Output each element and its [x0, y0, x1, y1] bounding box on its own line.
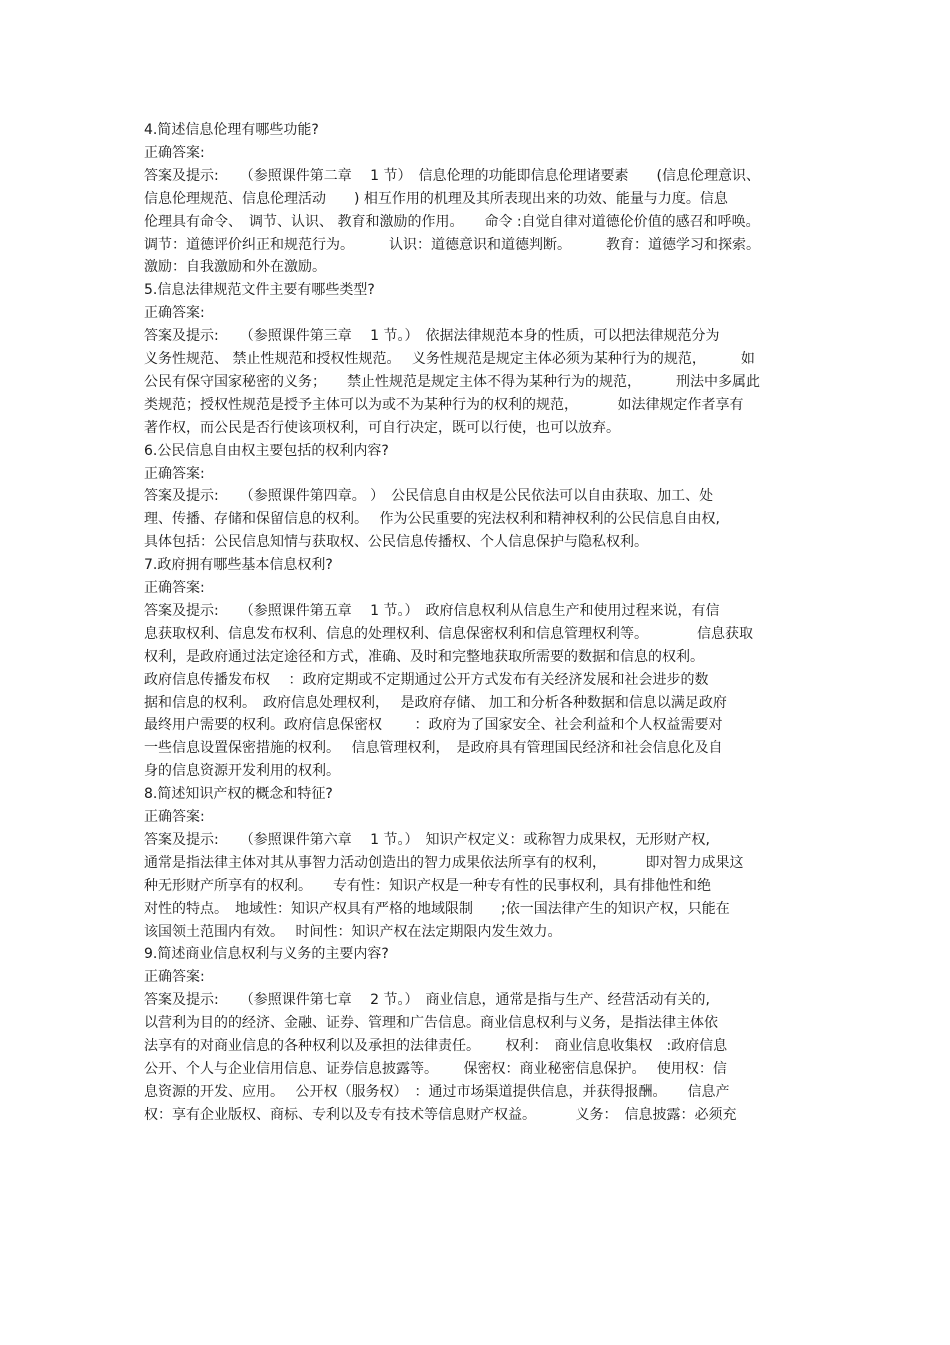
text-line: 调节：道德评价纠正和规范行为。 认识：道德意识和道德判断。 教育：道德学习和探索。 — [144, 237, 760, 253]
text-line: 6.公民信息自由权主要包括的权利内容? — [144, 443, 389, 459]
text-line: 公民有保守国家秘密的义务； 禁止性规范是规定主体不得为某种行为的规范， 刑法中多属此 — [144, 374, 760, 390]
text-line: 公开、个人与企业信用信息、证券信息披露等。 保密权：商业秘密信息保护。 使用权：信 — [144, 1061, 727, 1077]
text-line: 激励：自我激励和外在激励。 — [144, 259, 326, 275]
text-line: 最终用户需要的权利。政府信息保密权 ：政府为了国家安全、社会利益和个人权益需要对 — [144, 717, 723, 733]
text-line: 据和信息的权利。 政府信息处理权利， 是政府存储、 加工和分析各种数据和信息以满足政府 — [144, 695, 727, 711]
text-line: 理、传播、存储和保留信息的权利。 作为公民重要的宪法权利和精神权利的公民信息自由权, — [144, 511, 720, 527]
text-line: 义务性规范、 禁止性规范和授权性规范。 义务性规范是规定主体必须为某种行为的规范， 如 — [144, 351, 755, 367]
text-line: 正确答案: — [144, 145, 205, 161]
text-line: 该国领土范围内有效。 时间性：知识产权在法定期限内发生效力。 — [144, 924, 562, 940]
text-line: 种无形财产所享有的权利。 专有性：知识产权是一种专有性的民事权利，具有排他性和绝 — [144, 878, 711, 894]
text-line: 著作权，而公民是否行使该项权利，可自行决定，既可以行使，也可以放弃。 — [144, 420, 620, 436]
text-line: 7.政府拥有哪些基本信息权利? — [144, 557, 333, 573]
text-line: 权：享有企业版权、商标、专利以及专有技术等信息财产权益。 义务： 信息披露：必须充 — [144, 1107, 737, 1123]
text-line: 答案及提示: （参照课件第五章 1 节。） 政府信息权利从信息生产和使用过程来说，有信 — [144, 603, 720, 619]
text-line: 对性的特点。 地域性：知识产权具有严格的地域限制 ;依一国法律产生的知识产权，只能在 — [144, 901, 730, 917]
text-line: 答案及提示: （参照课件第七章 2 节。） 商业信息，通常是指与生产、经营活动有关的, — [144, 992, 710, 1008]
text-line: 通常是指法律主体对其从事智力活动创造出的智力成果依法所享有的权利， 即对智力成果这 — [144, 855, 744, 871]
text-line: 信息伦理规范、信息伦理活动 ) 相互作用的机理及其所表现出来的功效、能量与力度。信息 — [144, 191, 728, 207]
text-line: 具体包括：公民信息知情与获取权、公民信息传播权、个人信息保护与隐私权利。 — [144, 534, 648, 550]
text-line: 政府信息传播发布权 ：政府定期或不定期通过公开方式发布有关经济发展和社会进步的数 — [144, 672, 709, 688]
text-line: 一些信息设置保密措施的权利。 信息管理权利， 是政府具有管理国民经济和社会信息化及自 — [144, 740, 723, 756]
text-line: 伦理具有命令、 调节、认识、 教育和激励的作用。 命令 :自觉自律对道德伦价值的感召和呼唤。 — [144, 214, 760, 230]
text-line: 正确答案: — [144, 969, 205, 985]
text-line: 权利，是政府通过法定途径和方式，准确、及时和完整地获取所需要的数据和信息的权利。 — [144, 649, 704, 665]
text-line: 正确答案: — [144, 580, 205, 596]
text-line: 4.简述信息伦理有哪些功能? — [144, 122, 319, 138]
text-line: 答案及提示: （参照课件第三章 1 节。） 依据法律规范本身的性质，可以把法律规范分为 — [144, 328, 720, 344]
text-line: 息资源的开发、应用。 公开权（服务权） ：通过市场渠道提供信息，并获得报酬。 信息产 — [144, 1084, 730, 1100]
text-line: 身的信息资源开发利用的权利。 — [144, 763, 340, 779]
text-line: 以营利为目的的经济、金融、证券、管理和广告信息。商业信息权利与义务，是指法律主体依 — [144, 1015, 718, 1031]
text-line: 答案及提示: （参照课件第二章 1 节） 信息伦理的功能即信息伦理诸要素 (信息伦理意识、 — [144, 168, 760, 184]
text-line: 9.简述商业信息权利与义务的主要内容? — [144, 946, 389, 962]
text-line: 答案及提示: （参照课件第四章。 ） 公民信息自由权是公民依法可以自由获取、加工、处 — [144, 488, 714, 504]
text-line: 息获取权利、信息发布权利、信息的处理权利、信息保密权利和信息管理权利等。 信息获取 — [144, 626, 753, 642]
text-line: 法享有的对商业信息的各种权利以及承担的法律责任。 权利： 商业信息收集权 :政府信息 — [144, 1038, 728, 1054]
text-line: 5.信息法律规范文件主要有哪些类型? — [144, 282, 375, 298]
text-line: 正确答案: — [144, 809, 205, 825]
text-line: 类规范；授权性规范是授予主体可以为或不为某种行为的权利的规范， 如法律规定作者享有 — [144, 397, 744, 413]
text-line: 答案及提示: （参照课件第六章 1 节。） 知识产权定义：或称智力成果权，无形财产权, — [144, 832, 710, 848]
text-line: 正确答案: — [144, 466, 205, 482]
text-line: 正确答案: — [144, 305, 205, 321]
text-line: 8.简述知识产权的概念和特征? — [144, 786, 333, 802]
